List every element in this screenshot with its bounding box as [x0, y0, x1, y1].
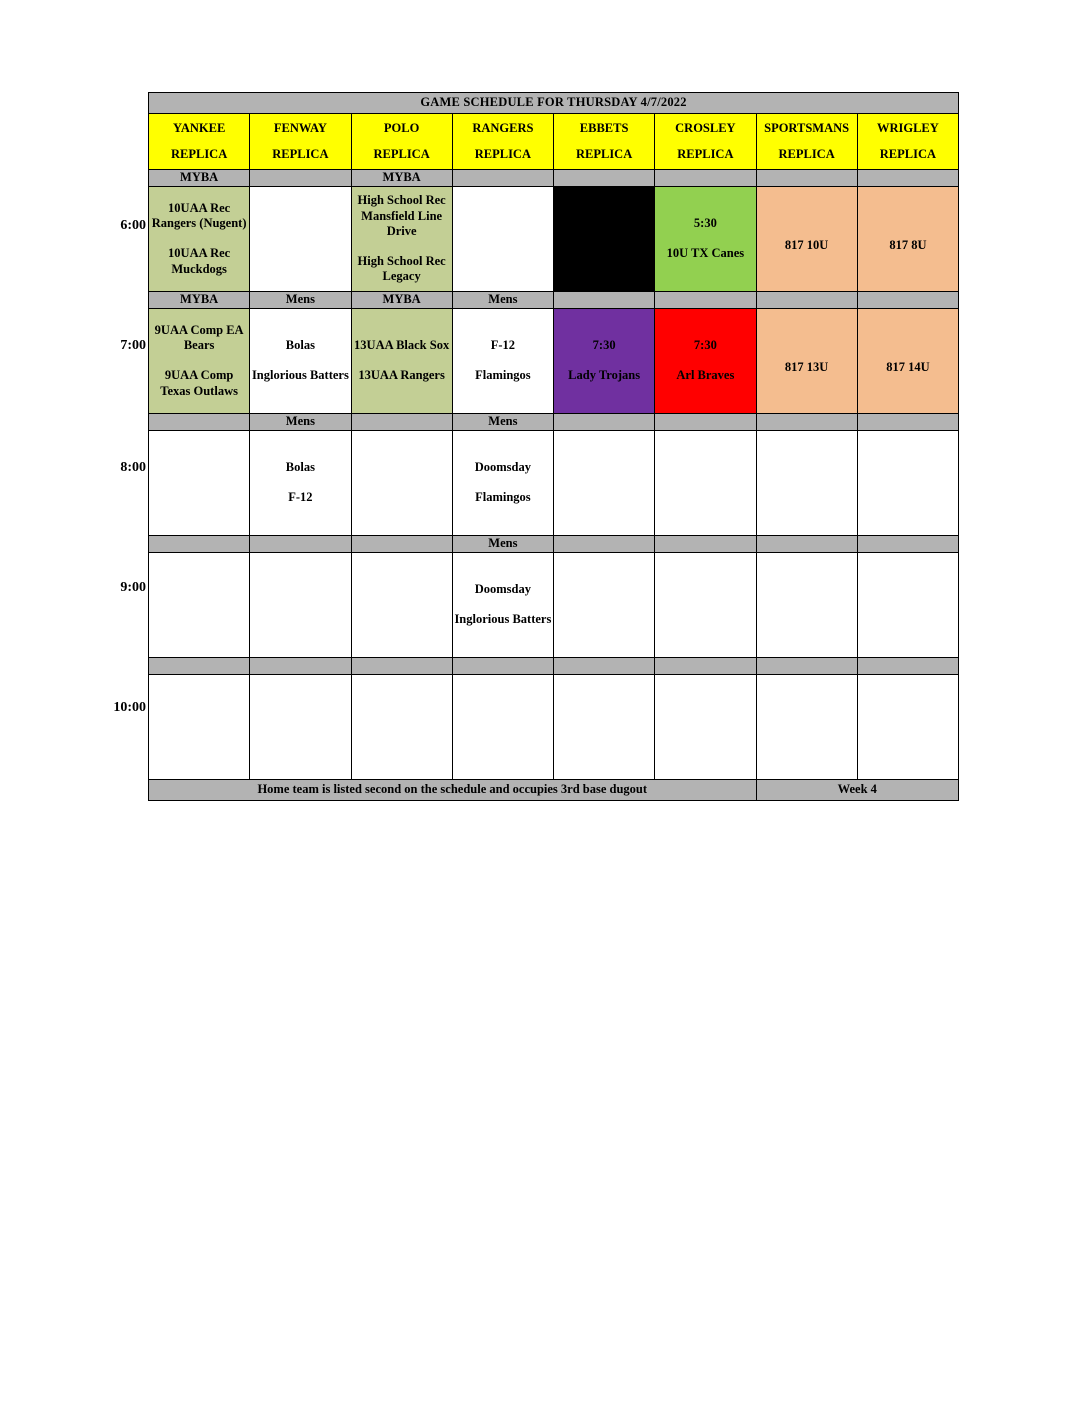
game-cell-2-2[interactable] [351, 431, 452, 536]
game-cell-line1-1-4: 7:30 [592, 338, 616, 353]
field-header-6 [756, 114, 857, 170]
game-cell-2-0[interactable] [149, 431, 250, 536]
band-cell-2-3: Mens [452, 414, 553, 431]
field-header-5 [655, 114, 756, 170]
band-cell-1-3: Mens [452, 292, 553, 309]
game-cell-0-4[interactable] [554, 187, 655, 292]
field-name-5: CROSLEY [675, 120, 736, 135]
game-cell-4-3[interactable] [452, 675, 553, 780]
field-sub-6: REPLICA [778, 146, 835, 161]
game-cell-line2-0-7: 817 8U [889, 238, 927, 253]
game-cell-line2-1-7: 817 14U [886, 360, 930, 375]
field-sub-7: REPLICA [879, 146, 937, 161]
field-name-3: RANGERS [472, 120, 534, 135]
game-cell-line2-0-2: High School Rec Legacy [357, 253, 446, 284]
field-header-2 [351, 114, 452, 170]
game-cell-line2-2-3: Flamingos [475, 490, 531, 504]
band-cell-2-5 [655, 414, 756, 431]
band-cell-1-6 [756, 292, 857, 309]
game-cell-line2-0-0: 10UAA Rec Muckdogs [168, 246, 231, 276]
band-cell-4-7 [857, 658, 958, 675]
time-label-6: 6:00 [120, 218, 146, 233]
table-title-row [149, 93, 959, 114]
game-cell-line1-2-1: Bolas [285, 460, 315, 475]
game-cell-0-1[interactable] [250, 187, 351, 292]
game-cell-3-5[interactable] [655, 553, 756, 658]
game-cell-line1-1-1: Bolas [285, 338, 315, 353]
field-sub-1: REPLICA [272, 146, 329, 161]
band-cell-1-0: MYBA [149, 292, 250, 309]
game-cell-2-5[interactable] [655, 431, 756, 536]
band-cell-2-1: Mens [250, 414, 351, 431]
game-cell-line1-3-3: Doomsday [474, 582, 531, 597]
band-cell-0-3 [452, 170, 553, 187]
game-cell-line2-1-4: Lady Trojans [568, 368, 641, 382]
field-header-row [149, 114, 959, 170]
band-row-1 [149, 292, 959, 309]
band-cell-3-0 [149, 536, 250, 553]
game-cell-4-2[interactable] [351, 675, 452, 780]
field-name-6: SPORTSMANS [764, 120, 850, 135]
game-cell-0-5[interactable] [655, 187, 756, 292]
game-cell-2-6[interactable] [756, 431, 857, 536]
game-cell-line1-1-0: 9UAA Comp EA Bears [154, 322, 244, 353]
field-header-1 [250, 114, 351, 170]
band-row-2 [149, 414, 959, 431]
field-name-2: POLO [383, 120, 420, 135]
band-cell-4-3 [452, 658, 553, 675]
game-cell-1-1[interactable] [250, 309, 351, 414]
band-cell-1-2: MYBA [351, 292, 452, 309]
game-cell-0-2[interactable] [351, 187, 452, 292]
game-cell-3-0[interactable] [149, 553, 250, 658]
game-cell-line1-1-5: 7:30 [693, 338, 717, 353]
game-cell-4-5[interactable] [655, 675, 756, 780]
game-cell-line2-0-6: 817 10U [784, 238, 829, 253]
slot-row-0 [149, 187, 959, 292]
band-cell-4-4 [554, 658, 655, 675]
game-cell-line1-1-2: 13UAA Black Sox [354, 338, 450, 353]
time-label-7: 7:00 [120, 338, 146, 353]
band-cell-2-4 [554, 414, 655, 431]
game-cell-3-1[interactable] [250, 553, 351, 658]
band-cell-0-7 [857, 170, 958, 187]
footer-note: Home team is listed second on the schedule and occupies 3rd base dugout [149, 780, 757, 801]
band-cell-1-7 [857, 292, 958, 309]
field-header-0 [149, 114, 250, 170]
table-footer-row [149, 780, 959, 801]
band-cell-2-0 [149, 414, 250, 431]
game-cell-3-4[interactable] [554, 553, 655, 658]
game-cell-line2-1-5: Arl Braves [676, 368, 735, 382]
band-cell-1-5 [655, 292, 756, 309]
game-cell-1-3[interactable] [452, 309, 553, 414]
band-cell-3-3: Mens [452, 536, 553, 553]
band-cell-3-1 [250, 536, 351, 553]
game-cell-2-1[interactable] [250, 431, 351, 536]
game-cell-0-0[interactable] [149, 187, 250, 292]
band-cell-4-2 [351, 658, 452, 675]
game-cell-1-0[interactable] [149, 309, 250, 414]
band-cell-0-1 [250, 170, 351, 187]
game-cell-line2-3-3: Inglorious Batters [454, 612, 552, 626]
slot-row-3 [149, 553, 959, 658]
band-cell-0-4 [554, 170, 655, 187]
game-cell-line1-0-0: 10UAA Rec Rangers (Nugent) [151, 200, 247, 231]
game-cell-4-6[interactable] [756, 675, 857, 780]
band-cell-3-6 [756, 536, 857, 553]
game-cell-1-6[interactable] [756, 309, 857, 414]
band-cell-1-1: Mens [250, 292, 351, 309]
week-label: Week 4 [756, 780, 959, 801]
field-name-4: EBBETS [579, 120, 629, 135]
band-row-4 [149, 658, 959, 675]
game-cell-line2-2-1: F-12 [288, 490, 313, 504]
band-cell-3-4 [554, 536, 655, 553]
game-cell-line1-2-3: Doomsday [474, 460, 531, 475]
field-name-0: YANKEE [172, 120, 226, 135]
slot-row-4 [149, 675, 959, 780]
band-row-3 [149, 536, 959, 553]
band-cell-2-2 [351, 414, 452, 431]
game-cell-1-2[interactable] [351, 309, 452, 414]
band-cell-4-6 [756, 658, 857, 675]
game-cell-line2-0-4: 13U Ft Worth Cats [567, 238, 642, 268]
field-name-7: WRIGLEY [876, 120, 939, 135]
game-cell-4-1[interactable] [250, 675, 351, 780]
time-label-8: 8:00 [120, 460, 146, 475]
game-cell-2-3[interactable] [452, 431, 553, 536]
game-cell-1-5[interactable] [655, 309, 756, 414]
game-schedule-table [148, 92, 959, 801]
band-cell-4-5 [655, 658, 756, 675]
time-label-9: 9:00 [120, 580, 146, 595]
band-cell-0-2: MYBA [351, 170, 452, 187]
game-cell-1-4[interactable] [554, 309, 655, 414]
game-cell-0-7[interactable] [857, 187, 958, 292]
slot-row-1 [149, 309, 959, 414]
game-cell-line2-1-2: 13UAA Rangers [358, 368, 445, 382]
game-cell-1-7[interactable] [857, 309, 958, 414]
slot-row-2 [149, 431, 959, 536]
game-cell-4-0[interactable] [149, 675, 250, 780]
field-sub-2: REPLICA [373, 146, 430, 161]
game-cell-4-4[interactable] [554, 675, 655, 780]
game-cell-3-6[interactable] [756, 553, 857, 658]
field-sub-5: REPLICA [677, 146, 734, 161]
band-cell-0-5 [655, 170, 756, 187]
game-cell-0-3[interactable] [452, 187, 553, 292]
game-cell-line2-0-5: 10U TX Canes [666, 246, 745, 260]
band-cell-3-5 [655, 536, 756, 553]
band-cell-0-0: MYBA [149, 170, 250, 187]
time-label-10: 10:00 [113, 700, 146, 715]
band-cell-2-6 [756, 414, 857, 431]
band-cell-4-0 [149, 658, 250, 675]
band-cell-1-4 [554, 292, 655, 309]
game-cell-2-4[interactable] [554, 431, 655, 536]
schedule-title: GAME SCHEDULE FOR THURSDAY 4/7/2022 [149, 93, 959, 114]
band-cell-4-1 [250, 658, 351, 675]
game-cell-3-7[interactable] [857, 553, 958, 658]
game-cell-line2-1-1: Inglorious Batters [251, 368, 349, 382]
game-cell-3-3[interactable] [452, 553, 553, 658]
band-cell-3-7 [857, 536, 958, 553]
game-cell-line1-1-3: F-12 [490, 338, 516, 353]
game-cell-line2-1-6: 817 13U [784, 360, 829, 375]
game-cell-line2-1-3: Flamingos [475, 368, 531, 382]
band-cell-3-2 [351, 536, 452, 553]
game-cell-line2-1-0: 9UAA Comp Texas Outlaws [160, 368, 238, 398]
field-sub-0: REPLICA [170, 146, 228, 161]
field-sub-3: REPLICA [474, 146, 531, 161]
field-header-4 [554, 114, 655, 170]
band-cell-0-6 [756, 170, 857, 187]
game-cell-0-6[interactable] [756, 187, 857, 292]
field-name-1: FENWAY [273, 120, 327, 135]
game-cell-line1-0-4: 5:30 [592, 208, 616, 223]
band-cell-2-7 [857, 414, 958, 431]
band-row-0 [149, 170, 959, 187]
game-cell-line1-0-2: High School Rec Mansfield Line Drive [357, 192, 446, 239]
game-cell-2-7[interactable] [857, 431, 958, 536]
game-cell-4-7[interactable] [857, 675, 958, 780]
game-cell-line1-0-5: 5:30 [693, 216, 717, 231]
field-sub-4: REPLICA [575, 146, 633, 161]
field-header-3 [452, 114, 553, 170]
field-header-7 [857, 114, 958, 170]
game-cell-3-2[interactable] [351, 553, 452, 658]
